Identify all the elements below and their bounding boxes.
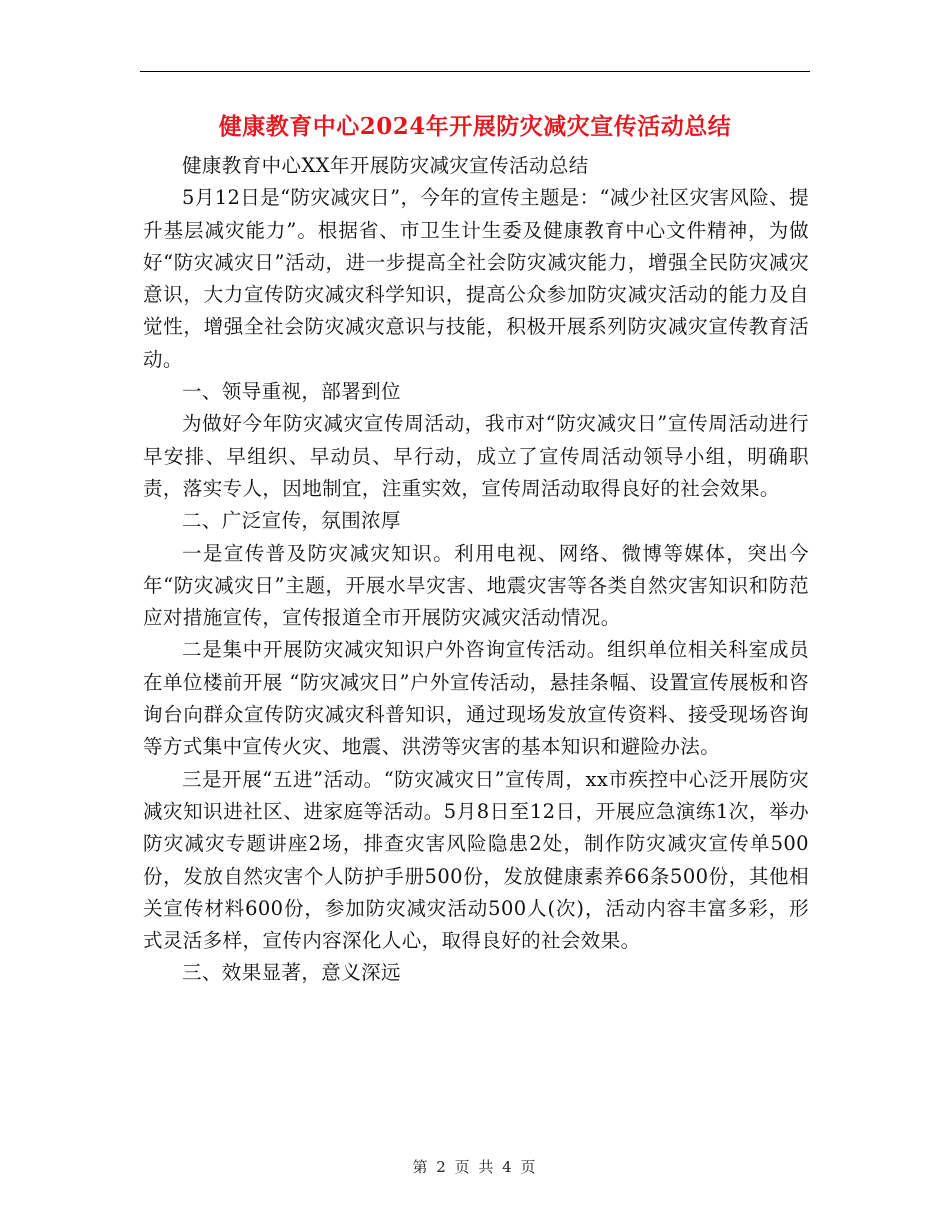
paragraph-item-1: 一是宣传普及防灾减灾知识。利用电视、网络、微博等媒体，突出今年“防灾减灾日”主题，开展水旱灾害、地震灾害等各类自然灾害知识和防范应对措施宣传，宣传报道全市开展防灾减灾活动情况。 xyxy=(143,541,809,630)
page-number: 第 2 页 共 4 页 xyxy=(412,1158,538,1176)
document-body xyxy=(143,150,809,990)
paragraph-intro: 5月12日是“防灾减灾日”，今年的宣传主题是：“减少社区灾害风险、提升基层减灾能力”。根据省、市卫生计生委及健康教育中心文件精神，为做好“防灾减灾日”活动，进一步提高全社会防灾减灾能力，增强全民防灾减灾意识，大力宣传防灾减灾科学知识，提高公众参加防灾减灾活动的能力及自觉性，增强全社会防灾减灾意识与技能，积极开展系列防灾减灾宣传教育活动。 xyxy=(143,186,809,371)
section-heading-2: 二、广泛宣传，氛围浓厚 xyxy=(182,509,401,533)
section-heading-1: 一、领导重视，部署到位 xyxy=(182,380,401,404)
paragraph-item-2: 二是集中开展防灾减灾知识户外咨询宣传活动。组织单位相关科室成员在单位楼前开展 “防灾减灾日”户外宣传活动，悬挂条幅、设置宣传展板和咨询台向群众宣传防灾减灾科普知识，通过现场发放宣传资料、接受现场咨询等方式集中宣传火灾、地震、洪涝等灾害的基本知识和避险办法。 xyxy=(143,638,809,759)
paragraph-section-1: 为做好今年防灾减灾宣传周活动，我市对“防灾减灾日”宣传周活动进行早安排、早组织、早动员、早行动，成立了宣传周活动领导小组，明确职责，落实专人，因地制宜，注重实效，宣传周活动取得良好的社会效果。 xyxy=(143,412,809,500)
document-title: 健康教育中心2024年开展防灾减灾宣传活动总结 xyxy=(218,113,732,140)
paragraph-item-3: 三是开展“五进”活动。“防灾减灾日”宣传周，xx市疾控中心泛开展防灾减灾知识进社区、进家庭等活动。5月8日至12日，开展应急演练1次，举办防灾减灾专题讲座2场，排查灾害风险隐患2处，制作防灾减灾宣传单500份，发放自然灾害个人防护手册500份，发放健康素养66条500份，其他相关宣传材料600份，参加防灾减灾活动500人(次)，活动内容丰富多彩，形式灵活多样，宣传内容深化人心，取得良好的社会效果。 xyxy=(143,767,809,953)
section-heading-3: 三、效果显著，意义深远 xyxy=(182,961,401,985)
paragraph-subtitle: 健康教育中心XX年开展防灾减灾宣传活动总结 xyxy=(182,154,589,177)
header-rule xyxy=(140,71,810,72)
